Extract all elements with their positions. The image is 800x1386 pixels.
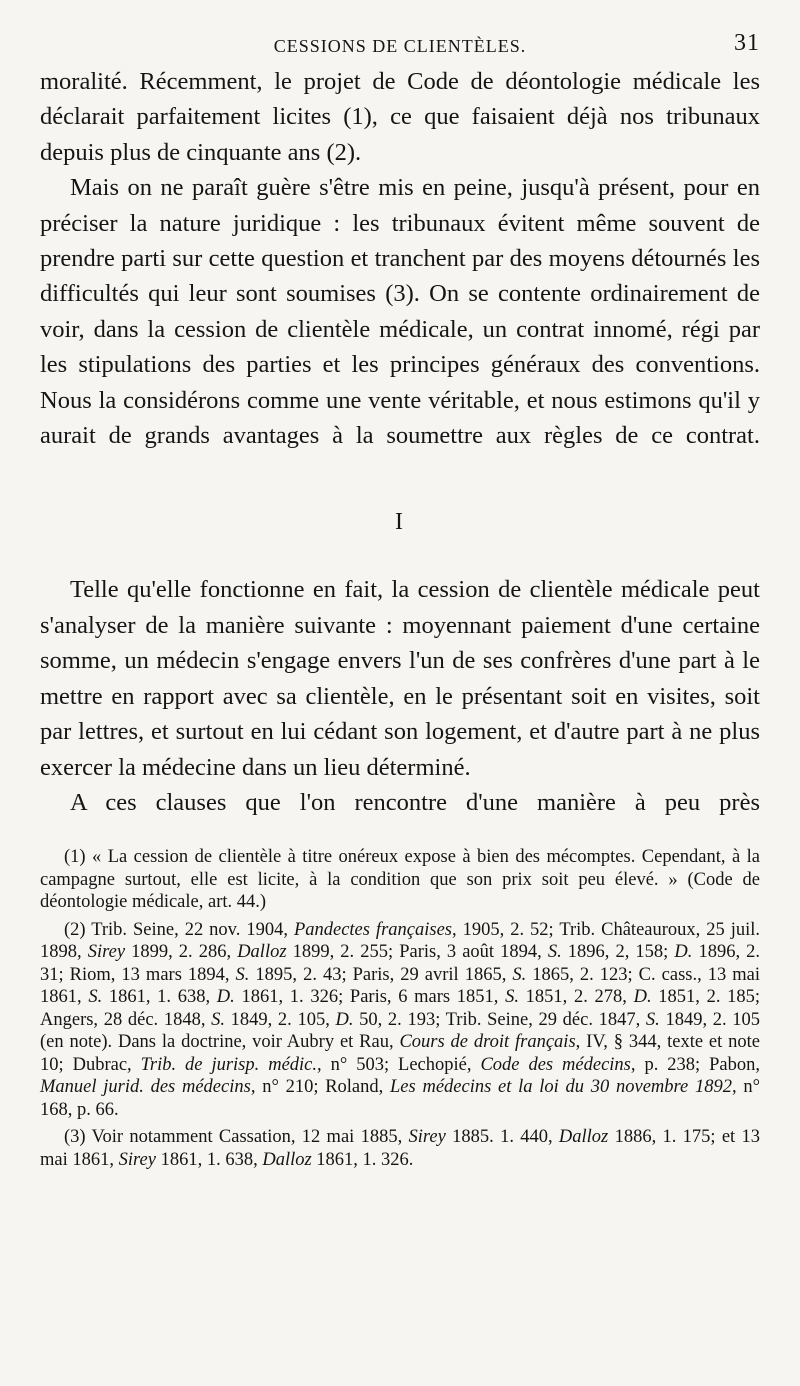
page-number: 31 bbox=[734, 30, 760, 56]
paragraph-3: Telle qu'elle fonctionne en fait, la cession de clientèle médicale peut s'analyser de la manière suivante : moyennant paiement d'une certaine somme, un médecin s'engage envers l'un de ses confrères d'une part à le mettre en rapport avec sa clientèle, en le présentant soit en visites, soit par lettres, et surtout en lui cédant son logement, et d'autre part à ne plus exercer la médecine dans un lieu déterminé. bbox=[40, 576, 760, 781]
book-page bbox=[40, 30, 760, 1176]
footnote-3: (3) Voir notamment Cassation, 12 mai 1885, Sirey 1885. 1. 440, Dalloz 1886, 1. 175; et 13 mai 1861, Sirey 1861, 1. 638, Dalloz 1861, 1. 326. bbox=[40, 1127, 760, 1170]
footnotes bbox=[40, 846, 760, 1171]
running-head bbox=[40, 30, 760, 64]
main-text bbox=[40, 64, 760, 820]
footnote-2: (2) Trib. Seine, 22 nov. 1904, Pandectes françaises, 1905, 2. 52; Trib. Châteauroux, 25 juil. 1898, Sirey 1899, 2. 286, Dalloz 1899, 2. 255; Paris, 3 août 1894, S. 1896, 2, 158; D. 1896, 2. 31; Riom, 13 mars 1894, S. 1895, 2. 43; Paris, 29 avril 1865, S. 1865, 2. 123; C. cass., 13 mai 1861, S. 1861, 1. 638, D. 1861, 1. 326; Paris, 6 mars 1851, S. 1851, 2. 278, D. 1851, 2. 185; Angers, 28 déc. 1848, S. 1849, 2. 105, D. 50, 2. 193; Trib. Seine, 29 déc. 1847, S. 1849, 2. 105 (en note). Dans la doctrine, voir Aubry et Rau, Cours de droit français, IV, § 344, texte et note 10; Dubrac, Trib. de jurisp. médic., n° 503; Lechopié, Code des médecins, p. 238; Pabon, Manuel jurid. des médecins, n° 210; Roland, Les médecins et la loi du 30 novembre 1892, n° 168, p. 66. bbox=[40, 919, 761, 1120]
footnote-1: (1) « La cession de clientèle à titre onéreux expose à bien des mécomptes. Cependant, à la campagne surtout, elle est licite, à la condition que son prix soit peu élevé. » (Code de déontologie médicale, art. 44.) bbox=[40, 847, 760, 913]
paragraph-4: A ces clauses que l'on rencontre d'une manière à peu près bbox=[70, 788, 760, 816]
paragraph-2: Mais on ne paraît guère s'être mis en peine, jusqu'à présent, pour en préciser la nature juridique : les tribunaux évitent même souvent de prendre parti sur cette question et tranchent par des moyens détournés les difficultés qui leur sont soumises (3). On se contente ordinairement de voir, dans la cession de clientèle médicale, un contrat innomé, régi par les stipulations des parties et les principes généraux des conventions. Nous la considérons comme une vente véritable, et nous estimons qu'il y aurait de grands avantages à la soumettre aux règles de ce contrat. bbox=[40, 174, 760, 450]
section-number: I bbox=[395, 509, 405, 536]
paragraph-1: moralité. Récemment, le projet de Code de déontologie médicale les déclarait parfaitement licites (1), ce que faisaient déjà nos tribunaux depuis plus de cinquante ans (2). bbox=[40, 68, 760, 166]
running-title: CESSIONS DE CLIENTÈLES. bbox=[273, 36, 527, 56]
